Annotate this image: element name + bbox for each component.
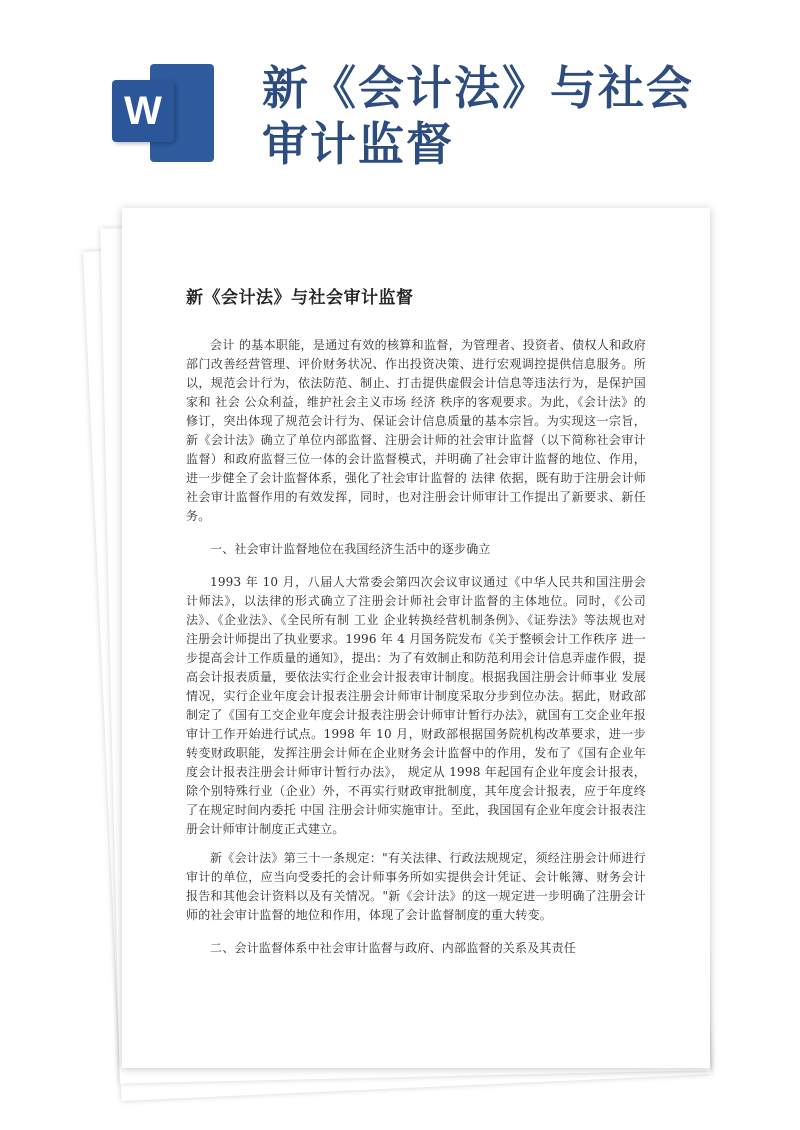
word-icon-letter: W (112, 80, 174, 142)
paragraph-article-31: 新《会计法》第三十一条规定："有关法律、行政法规规定，须经注册会计师进行审计的单位，应当向受委托的会计师事务所如实提供会计凭证、会计帐簿、财务会计报告和其他会计资料以及有关情况。"新《会计法》的这一规定进一步明确了注册会计师的社会审计监督的地位和作用，体现了会计监督制度的重大转变。 (186, 851, 646, 922)
document-body (186, 283, 646, 972)
document-title: 新《会计法》与社会审计监督 (186, 288, 414, 308)
word-icon-lines (214, 78, 244, 162)
page-title: 新《会计法》与社会审计监督 (262, 61, 694, 171)
paragraph-history: 1993 年 10 月，八届人大常委会第四次会议审议通过《中华人民共和国注册会计师法》，以法律的形式确立了注册会计师社会审计监督的主体地位。同时，《公司法》、《企业法》、《全民所有制 工业 企业转换经营机制条例》、《证券法》等法规也对注册会计师提出了执业要求。1996 年 4 月国务院发布《关于整顿会计工作秩序 进一步提高会计工作质量的通知》，提出：为了有效制止和防范利用会计信息弄虚作假，提高会计报表质量，要依法实行企业会计报表审计制度。根据我国注册会计师事业 发展 情况，实行企业年度会计报表注册会计师审计制度采取分步到位办法。据此，财政部制定了《国有工交企业年度会计报表注册会计师审计暂行办法》，就国有工交企业年报审计工作开始进行试点。1998 年 10 月，财政部根据国务院机构改革要求，进一步转变财政职能，发挥注册会计师在企业财务会计监督中的作用，发布了《国有企业年度会计报表注册会计师审计暂行办法》， 规定从 1998 年起国有企业年度会计报表，除个别特殊行业（企业）外，不再实行财政审批制度，其年度会计报表，应于年度终了在规定时间内委托 中国 注册会计师实施审计。至此，我国国有企业年度会计报表注册会计师审计制度正式建立。 (186, 575, 646, 836)
section-heading-2: 二、会计监督体系中社会审计监督与政府、内部监督的关系及其责任 (210, 941, 577, 955)
section-heading-1: 一、社会审计监督地位在我国经济生活中的逐步确立 (210, 542, 491, 556)
word-icon (112, 62, 216, 166)
paragraph-intro: 会计 的基本职能，是通过有效的核算和监督，为管理者、投资者、债权人和政府部门改善经营管理、评价财务状况、作出投资决策、进行宏观调控提供信息服务。所以，规范会计行为，依法防范、制止、打击提供虚假会计信息等违法行为，是保护国家和 社会 公众利益，维护社会主义市场 经济 秩序的客观要求。为此，《会计法》的修订，突出体现了规范会计行为、保证会计信息质量的基本宗旨。为实现这一宗旨，新《会计法》确立了单位内部监督、注册会计师的社会审计监督（以下简称社会审计监督）和政府监督三位一体的会计监督模式，并明确了社会审计监督的地位、作用，进一步健全了会计监督体系，强化了社会审计监督的 法律 依据，既有助于注册会计师社会审计监督作用的有效发挥，同时，也对注册会计师审计工作提出了新要求、新任务。 (186, 338, 646, 523)
